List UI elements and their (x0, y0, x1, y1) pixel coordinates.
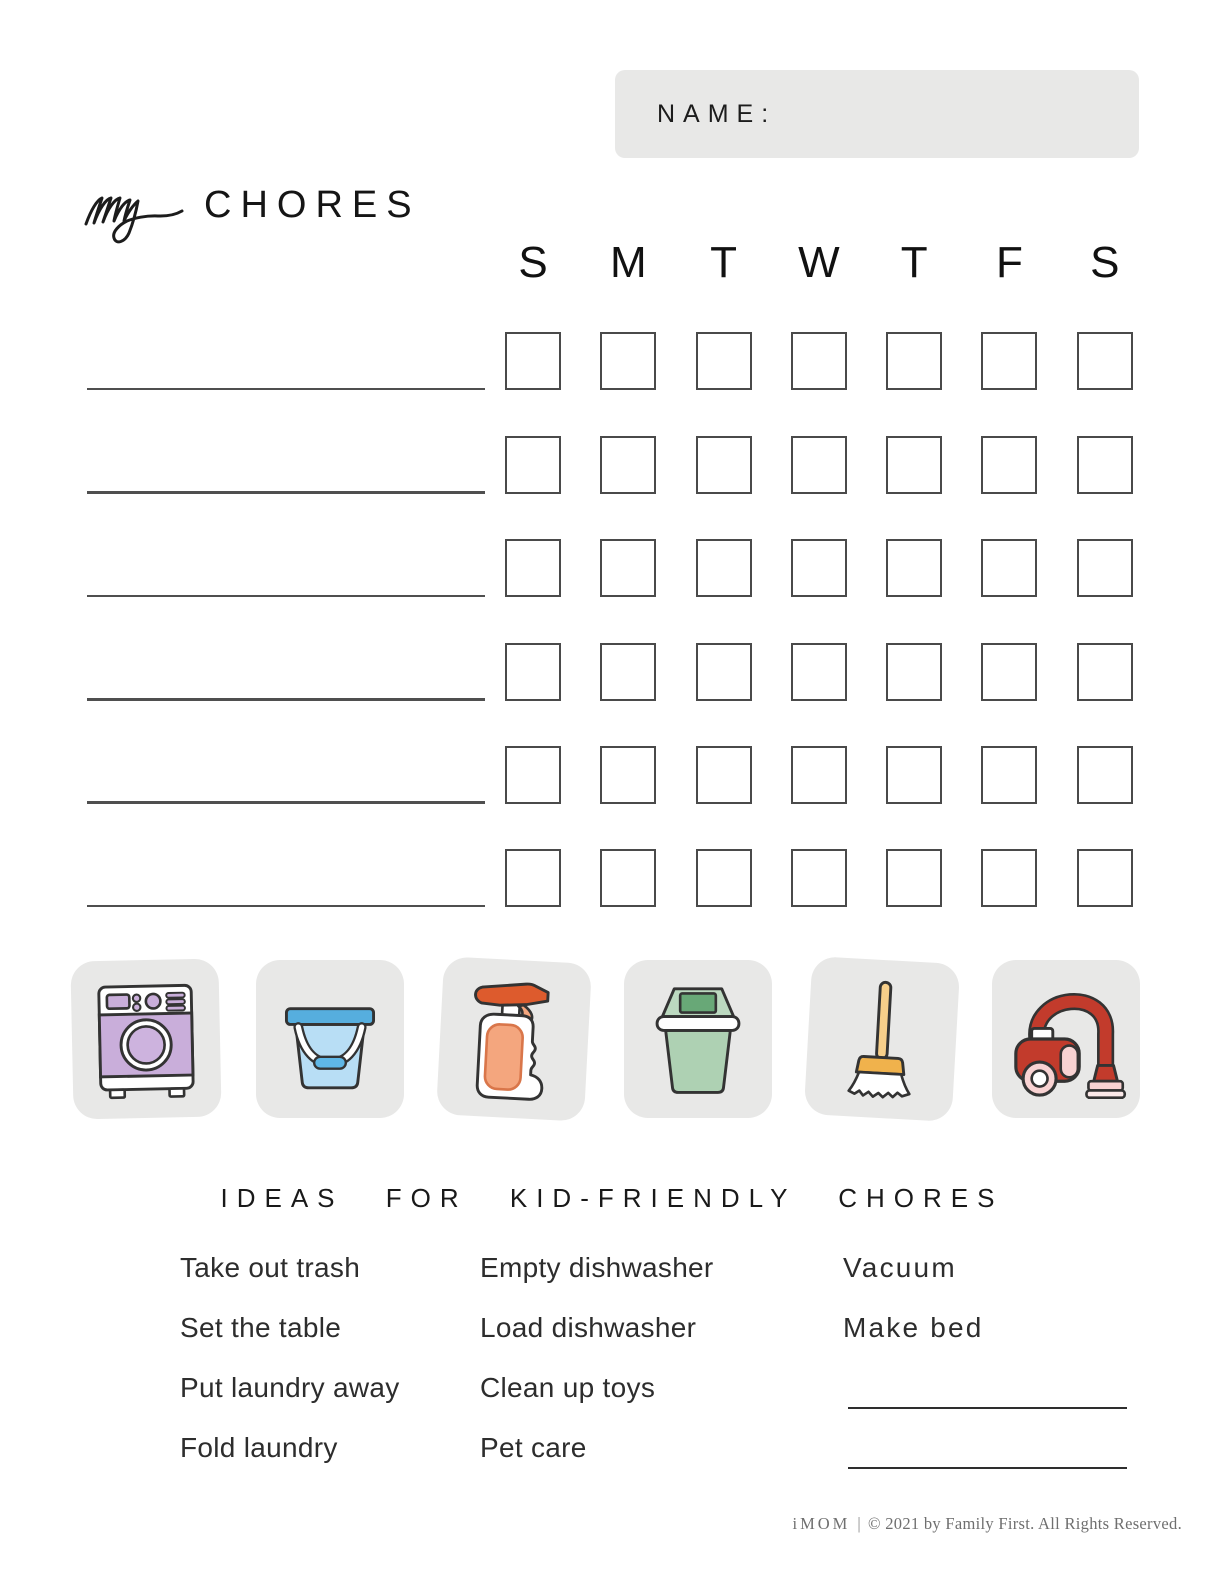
day-checkbox-row1-col3[interactable] (696, 332, 752, 390)
day-checkbox-row3-col4[interactable] (791, 539, 847, 597)
weekday-letter-3: T (710, 238, 738, 287)
chore-name-line-3[interactable] (87, 595, 485, 598)
day-checkbox-row6-col7[interactable] (1077, 849, 1133, 907)
day-checkbox-row1-col7[interactable] (1077, 332, 1133, 390)
weekday-letter-2: M (609, 238, 647, 287)
day-checkbox-row3-col7[interactable] (1077, 539, 1133, 597)
day-checkbox-row6-col1[interactable] (505, 849, 561, 907)
weekday-letter-1: S (518, 238, 548, 287)
day-checkbox-row2-col2[interactable] (600, 436, 656, 494)
bucket-tile (256, 960, 404, 1118)
chore-name-line-1[interactable] (87, 388, 485, 391)
trash-can-icon (632, 973, 764, 1105)
chore-name-line-5[interactable] (87, 801, 485, 804)
my-script-text (82, 160, 194, 244)
checkbox-group-row-6 (505, 849, 1133, 907)
ideas-column-1 (180, 1254, 400, 1494)
day-checkbox-row6-col3[interactable] (696, 849, 752, 907)
day-checkbox-row2-col4[interactable] (791, 436, 847, 494)
chore-idea: Pet care (480, 1432, 587, 1463)
ideas-column-2 (480, 1254, 714, 1494)
vacuum-tile (992, 960, 1140, 1118)
day-checkbox-row3-col3[interactable] (696, 539, 752, 597)
chore-idea: Put laundry away (180, 1372, 400, 1403)
day-checkbox-row3-col2[interactable] (600, 539, 656, 597)
chore-idea: Set the table (180, 1312, 342, 1343)
day-checkbox-row4-col2[interactable] (600, 643, 656, 701)
day-checkbox-row5-col5[interactable] (886, 746, 942, 804)
footer-separator: | (857, 1514, 861, 1533)
checkbox-group-row-5 (505, 746, 1133, 804)
ideas-list (0, 1254, 1224, 1494)
checkbox-group-row-3 (505, 539, 1133, 597)
day-checkbox-row2-col7[interactable] (1077, 436, 1133, 494)
weekday-letter-5: T (900, 238, 928, 287)
broom-icon (812, 969, 951, 1108)
chore-idea: Empty dishwasher (480, 1252, 714, 1283)
day-checkbox-row5-col7[interactable] (1077, 746, 1133, 804)
spray-bottle-tile (436, 956, 592, 1122)
chore-row-2 (87, 390, 1133, 493)
day-checkbox-row2-col6[interactable] (981, 436, 1037, 494)
day-checkbox-row5-col2[interactable] (600, 746, 656, 804)
checkbox-group-row-2 (505, 436, 1133, 494)
chore-row-5 (87, 701, 1133, 804)
chore-row-4 (87, 597, 1133, 700)
chore-icons-row (72, 960, 1140, 1118)
day-checkbox-row3-col6[interactable] (981, 539, 1037, 597)
checkbox-group-row-1 (505, 332, 1133, 390)
chore-grid (87, 287, 1133, 907)
day-checkbox-row6-col4[interactable] (791, 849, 847, 907)
name-input-area[interactable] (615, 70, 1139, 158)
day-checkbox-row1-col6[interactable] (981, 332, 1037, 390)
footer-copyright (793, 1514, 1183, 1534)
day-checkbox-row5-col4[interactable] (791, 746, 847, 804)
day-checkbox-row6-col2[interactable] (600, 849, 656, 907)
spray-bottle-icon (445, 970, 584, 1109)
day-checkbox-row2-col3[interactable] (696, 436, 752, 494)
day-checkbox-row1-col1[interactable] (505, 332, 561, 390)
footer-rights: © 2021 by Family First. All Rights Reserved. (867, 1514, 1182, 1533)
chore-name-line-4[interactable] (87, 698, 485, 701)
weekday-letter-6: F (996, 238, 1023, 287)
day-checkbox-row4-col4[interactable] (791, 643, 847, 701)
chore-idea: Clean up toys (480, 1372, 656, 1403)
day-checkbox-row4-col5[interactable] (886, 643, 942, 701)
ideas-heading: IDEAS FOR KID-FRIENDLY CHORES (220, 1183, 1004, 1213)
blank-chore-write-in-line-2[interactable] (848, 1467, 1127, 1469)
day-checkbox-row1-col5[interactable] (886, 332, 942, 390)
name-label: NAME: (657, 99, 777, 128)
day-checkbox-row3-col5[interactable] (886, 539, 942, 597)
day-checkbox-row4-col3[interactable] (696, 643, 752, 701)
chore-idea: Make bed (843, 1312, 984, 1343)
title-chores-text: CHORES (204, 184, 421, 226)
day-checkbox-row2-col1[interactable] (505, 436, 561, 494)
page-title (82, 160, 421, 244)
day-checkbox-row3-col1[interactable] (505, 539, 561, 597)
day-checkbox-row1-col4[interactable] (791, 332, 847, 390)
chore-idea: Fold laundry (180, 1432, 338, 1463)
checkbox-group-row-4 (505, 643, 1133, 701)
chore-idea: Take out trash (180, 1252, 361, 1283)
day-checkbox-row4-col7[interactable] (1077, 643, 1133, 701)
day-checkbox-row2-col5[interactable] (886, 436, 942, 494)
broom-tile (804, 956, 961, 1122)
chore-row-6 (87, 804, 1133, 907)
footer-brand: iMOM (792, 1514, 851, 1533)
weekday-header-row (505, 238, 1133, 288)
day-checkbox-row4-col1[interactable] (505, 643, 561, 701)
weekday-letter-4: W (798, 238, 840, 287)
weekday-letter-7: S (1090, 238, 1120, 287)
day-checkbox-row6-col5[interactable] (886, 849, 942, 907)
washing-machine-tile (70, 958, 221, 1119)
chore-name-line-6[interactable] (87, 905, 485, 908)
ideas-column-3 (843, 1254, 984, 1374)
blank-chore-write-in-line-1[interactable] (848, 1407, 1127, 1409)
chore-row-1 (87, 287, 1133, 390)
trash-can-tile (624, 960, 772, 1118)
day-checkbox-row5-col3[interactable] (696, 746, 752, 804)
day-checkbox-row5-col1[interactable] (505, 746, 561, 804)
chore-name-line-2[interactable] (87, 491, 485, 494)
chore-idea: Load dishwasher (480, 1312, 697, 1343)
day-checkbox-row1-col2[interactable] (600, 332, 656, 390)
day-checkbox-row6-col6[interactable] (981, 849, 1037, 907)
bucket-icon (264, 973, 396, 1105)
washing-machine-icon (79, 972, 214, 1107)
chore-idea: Vacuum (843, 1252, 957, 1283)
day-checkbox-row4-col6[interactable] (981, 643, 1037, 701)
chore-row-3 (87, 494, 1133, 597)
vacuum-icon (1000, 973, 1132, 1105)
day-checkbox-row5-col6[interactable] (981, 746, 1037, 804)
